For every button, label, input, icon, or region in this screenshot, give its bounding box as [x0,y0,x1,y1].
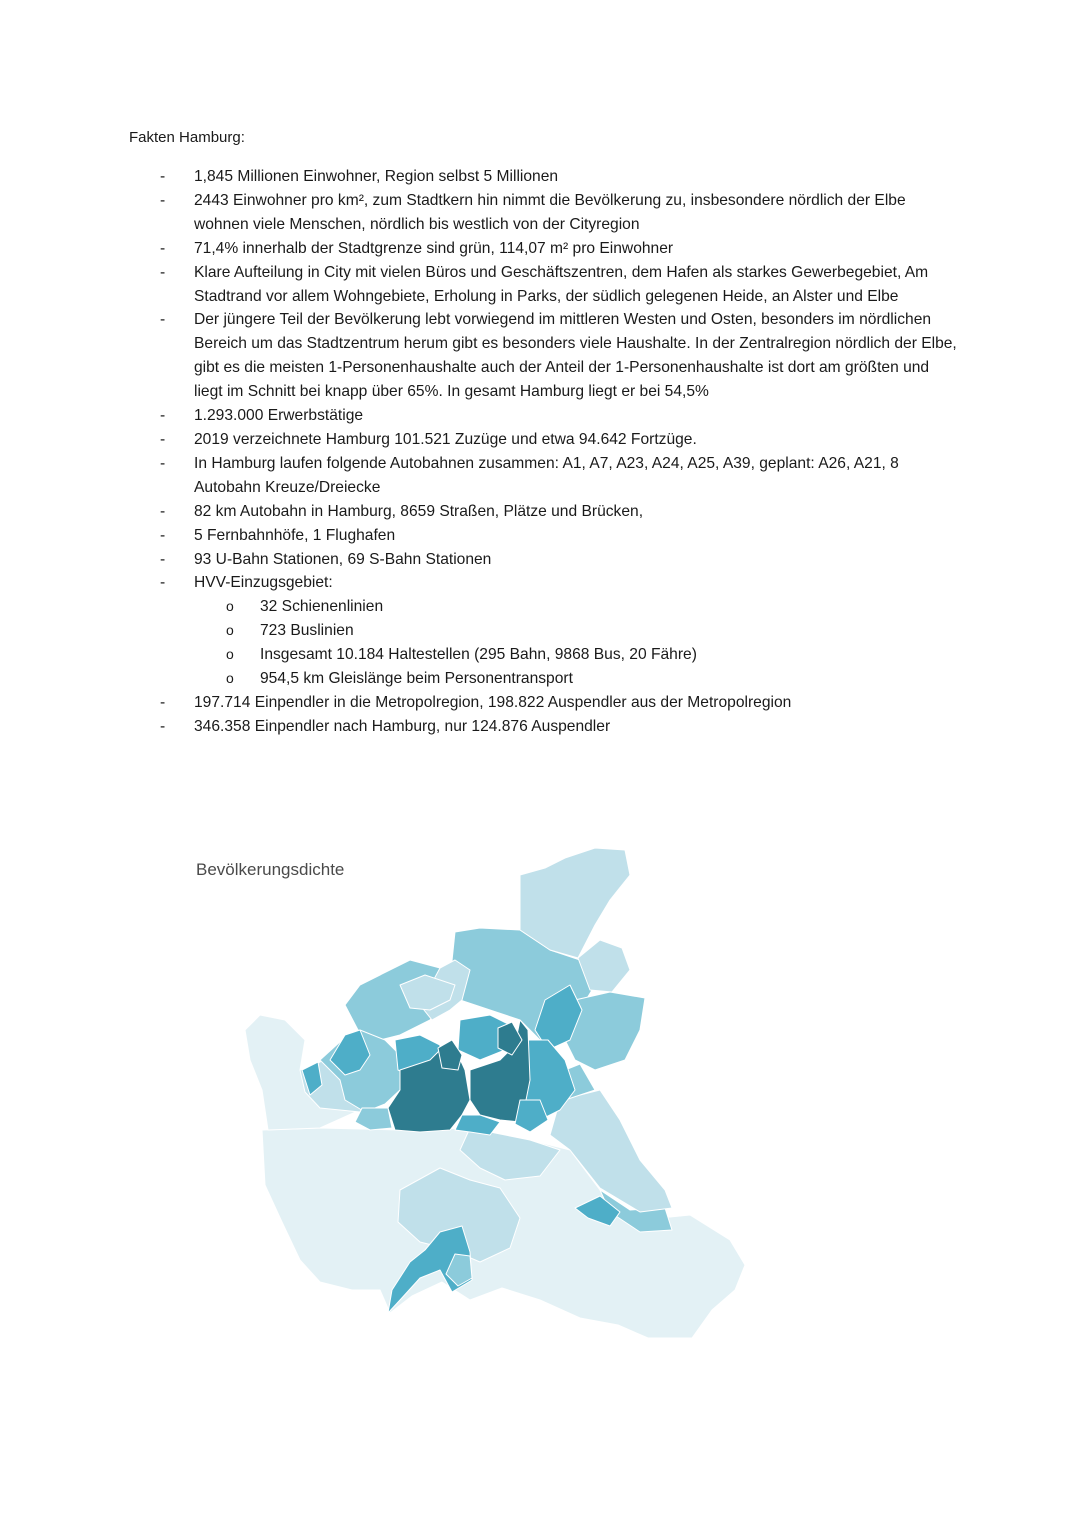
dash-bullet: - [160,574,166,592]
dash-bullet: - [160,168,166,185]
dash-bullet: - [160,191,166,209]
fact-text: 197.714 Einpendler in die Metropolregion, 198.822 Auspendler aus der Metropolregion [194,693,792,711]
dash-bullet: - [160,430,166,448]
map-region-harbour-north [355,1108,392,1130]
fact-text: 71,4% innerhalb der Stadtgrenze sind grün, 114,07 m² pro Einwohner [194,239,674,257]
dash-bullet: - [160,407,166,425]
fact-text: 1,845 Millionen Einwohner, Region selbst 5 Millionen [194,168,559,185]
dash-bullet: - [160,263,166,281]
circle-bullet: o [226,670,234,687]
fact-text: 346.358 Einpendler nach Hamburg, nur 124.876 Auspendler [194,717,611,735]
fact-text: In Hamburg laufen folgende Autobahnen zusammen: A1, A7, A23, A24, A25, A39, geplant: A26, A21, 8 Autobahn Kreuze/Dreiecke [194,454,899,496]
fact-text: 93 U-Bahn Stationen, 69 S-Bahn Stationen [194,550,492,568]
dash-bullet: - [160,526,166,544]
dash-bullet: - [160,717,166,735]
map-title: Bevölkerungsdichte [196,860,345,879]
hvv-item-text: 32 Schienenlinien [260,598,384,616]
fact-text: 2019 verzeichnete Hamburg 101.521 Zuzüge und etwa 94.642 Fortzüge. [194,430,697,448]
dash-bullet: - [160,550,166,568]
fact-text: 5 Fernbahnhöfe, 1 Flughafen [194,526,396,544]
hvv-item-text: Insgesamt 10.184 Haltestellen (295 Bahn, 9868 Bus, 20 Fähre) [260,646,697,664]
fact-text: Klare Aufteilung in City mit vielen Büros und Geschäftszentren, dem Hafen als starkes Gewerbegebiet, Am Stadtrand vor allem Wohngebiete, Erholung in Parks, der südlich gelegenen Heide, an Alster und Elbe [194,263,929,305]
page-title: Fakten Hamburg: [129,129,245,146]
circle-bullet: o [226,646,234,663]
dash-bullet: - [160,502,166,520]
circle-bullet: o [226,622,234,639]
hvv-item-text: 954,5 km Gleislänge beim Personentransport [260,670,573,688]
dash-bullet: - [160,693,166,711]
map-region-duvenstedt [520,848,630,958]
fact-text: HVV-Einzugsgebiet: [194,574,333,592]
circle-bullet: o [226,598,234,615]
fact-text: Der jüngere Teil der Bevölkerung lebt vorwiegend im mittleren Westen und Osten, besonders im nördlichen Bereich um das Stadtzentrum herum gibt es besonders viele Haushalte. In der Zentralregion nördlich der Elbe, gibt es die meisten 1-Personenhaushalte auch der Anteil der 1-Personenhaushalte ist dort am größten und liegt im Schnitt bei knapp über 65%. In gesamt Hamburg liegt er bei 54,5% [194,311,957,401]
fact-text: 1.293.000 Erwerbstätige [194,407,364,425]
dash-bullet: - [160,454,166,472]
fact-text: 82 km Autobahn in Hamburg, 8659 Straßen, Plätze und Brücken, [194,502,644,520]
fact-text: 2443 Einwohner pro km², zum Stadtkern hin nimmt die Bevölkerung zu, insbesondere nördlich der Elbe wohnen viele Menschen, nördlich bis westlich von der Cityregion [194,191,906,233]
dash-bullet: - [160,311,166,329]
hvv-item-text: 723 Buslinien [260,622,354,640]
dash-bullet: - [160,239,166,257]
